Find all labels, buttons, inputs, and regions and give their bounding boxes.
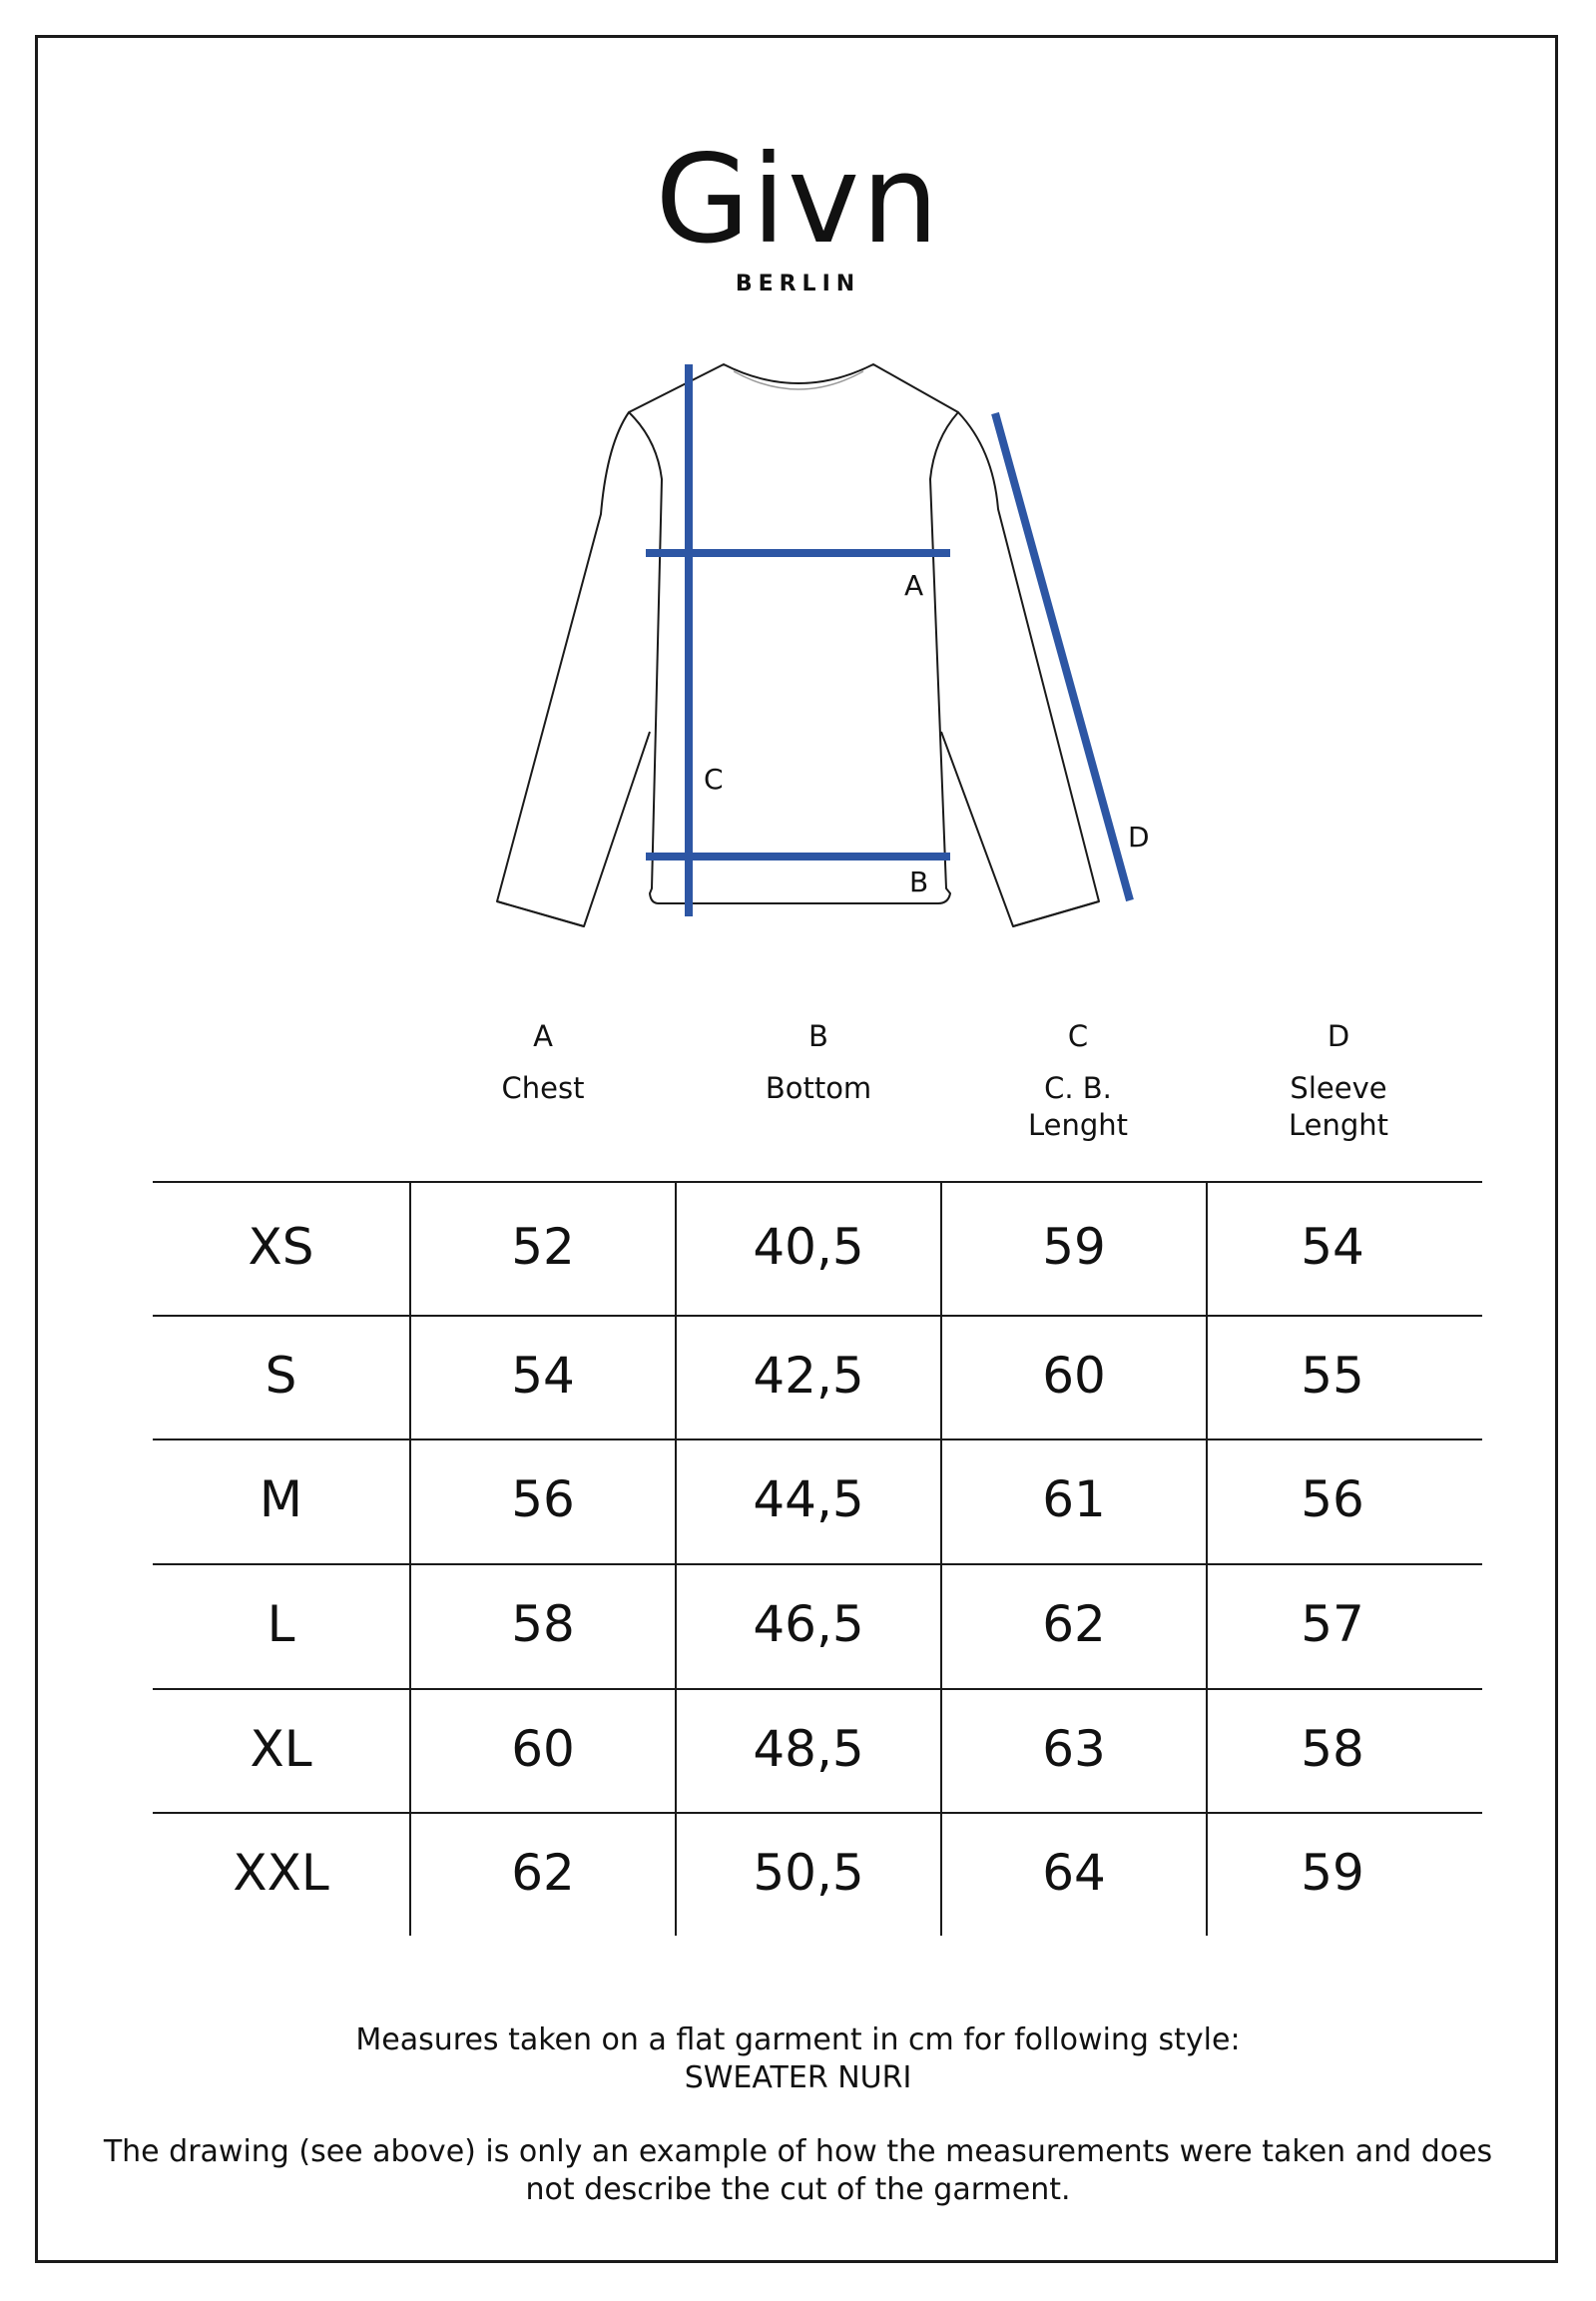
- value-chest: 58: [511, 1595, 575, 1653]
- table-rule: [153, 1563, 1482, 1565]
- value-chest: 62: [511, 1844, 575, 1902]
- right-cuff-line: [1013, 901, 1099, 926]
- sweater-body-outline: [629, 364, 958, 903]
- left-sleeve-outline: [497, 412, 650, 926]
- value-sleeve-length: 58: [1301, 1720, 1364, 1778]
- size-table: [153, 1181, 1482, 1940]
- table-column-divider: [409, 1181, 411, 1936]
- column-letter: D: [1327, 1019, 1350, 1053]
- size-label: XS: [248, 1218, 314, 1276]
- table-column-divider: [675, 1181, 677, 1936]
- notes-disclaimer-line2: not describe the cut of the garment.: [525, 2172, 1071, 2207]
- column-name: Chest: [501, 1071, 585, 1105]
- value-sleeve-length: 55: [1301, 1347, 1364, 1405]
- value-cb-length: 63: [1042, 1720, 1106, 1778]
- notes-intro: Measures taken on a flat garment in cm for following style:: [355, 2022, 1241, 2057]
- value-sleeve-length: 59: [1301, 1844, 1364, 1902]
- value-sleeve-length: 54: [1301, 1218, 1364, 1276]
- size-label: XXL: [233, 1844, 329, 1902]
- column-name: Sleeve Lenght: [1288, 1071, 1389, 1142]
- value-chest: 60: [511, 1720, 575, 1778]
- value-cb-length: 61: [1042, 1470, 1106, 1528]
- value-sleeve-length: 56: [1301, 1470, 1364, 1528]
- column-letter: B: [808, 1019, 828, 1053]
- sweater-measurement-drawing: [0, 0, 1596, 958]
- table-column-divider: [940, 1181, 942, 1936]
- value-chest: 52: [511, 1218, 575, 1276]
- column-header-cb-length: [948, 1018, 1208, 1144]
- size-label: L: [266, 1595, 295, 1653]
- brand-city: BERLIN: [735, 272, 861, 296]
- value-bottom: 40,5: [753, 1218, 864, 1276]
- table-rule: [153, 1812, 1482, 1814]
- measure-label-a: A: [904, 569, 924, 602]
- value-bottom: 50,5: [753, 1844, 864, 1902]
- value-sleeve-length: 57: [1301, 1595, 1364, 1653]
- column-header-chest: [413, 1018, 673, 1107]
- value-bottom: 44,5: [753, 1470, 864, 1528]
- value-bottom: 42,5: [753, 1347, 864, 1405]
- table-rule: [153, 1181, 1482, 1183]
- size-label: M: [259, 1470, 303, 1528]
- size-label: S: [265, 1347, 297, 1405]
- left-cuff-line: [497, 901, 584, 926]
- measurement-notes: [60, 2021, 1536, 2209]
- table-rule: [153, 1688, 1482, 1690]
- value-cb-length: 64: [1042, 1844, 1106, 1902]
- value-cb-length: 60: [1042, 1347, 1106, 1405]
- notes-style-name: SWEATER NURI: [684, 2060, 912, 2095]
- table-rule: [153, 1315, 1482, 1317]
- column-name: C. B. Lenght: [1027, 1071, 1129, 1142]
- column-name: Bottom: [765, 1071, 872, 1105]
- measure-line-d-sleeve: [995, 413, 1130, 900]
- column-header-bottom: [689, 1018, 948, 1107]
- table-column-divider: [1206, 1181, 1208, 1936]
- value-chest: 56: [511, 1470, 575, 1528]
- measure-label-b: B: [909, 865, 929, 898]
- measure-label-d: D: [1128, 821, 1150, 854]
- notes-disclaimer-line1: The drawing (see above) is only an example of how the measurements were taken and does: [103, 2134, 1493, 2169]
- sweater-neckline: [734, 371, 863, 389]
- value-cb-length: 62: [1042, 1595, 1106, 1653]
- column-letter: A: [533, 1019, 553, 1053]
- brand-name: Givn: [655, 129, 941, 271]
- column-header-sleeve-length: [1209, 1018, 1468, 1144]
- measure-label-c: C: [704, 763, 724, 796]
- column-letter: C: [1067, 1019, 1089, 1053]
- value-bottom: 48,5: [753, 1720, 864, 1778]
- value-chest: 54: [511, 1347, 575, 1405]
- value-cb-length: 59: [1042, 1218, 1106, 1276]
- table-rule: [153, 1438, 1482, 1440]
- value-bottom: 46,5: [753, 1595, 864, 1653]
- size-label: XL: [250, 1720, 312, 1778]
